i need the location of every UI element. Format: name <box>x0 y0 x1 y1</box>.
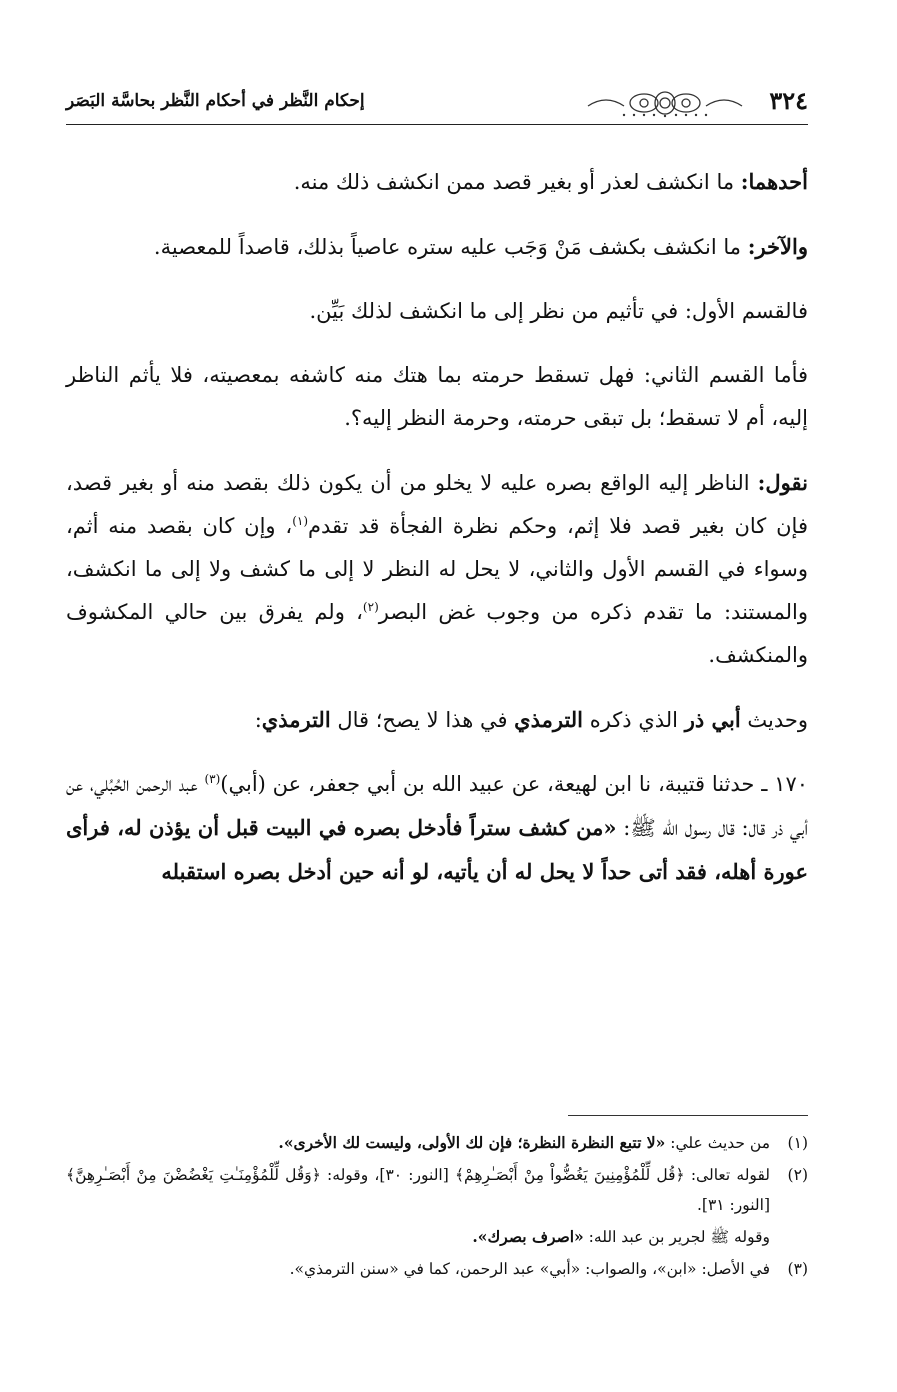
footnote-number: (٣) <box>787 1260 808 1278</box>
footnote-plain: من حديث علي: <box>665 1134 770 1152</box>
footnote-text: لقوله تعالى: ﴿قُل لِّلْمُؤْمِنِينَ يَغُضُّواْ مِنْ أَبْصَـٰرِهِمْ﴾ [النور: ٣٠]، وقوله: ﴿وَقُل لِّلْمُؤْمِنَـٰتِ يَغْضُضْنَ مِنْ أَبْصَـٰرِهِنَّ﴾ [النور: ٣١]. <box>66 1166 771 1214</box>
footnotes <box>66 1128 808 1286</box>
paragraph-text: الناظر إليه الواقع بصره عليه لا يخلو من أن يكون ذلك بقصد منه أو بغير قصد، فإن كان بغير قصد فلا إثم، وحكم نظرة الفجأة قد تقدم <box>66 471 808 538</box>
header-divider <box>66 124 808 125</box>
isnad-text: ١٧٠ ـ حدثنا قتيبة، نا ابن لهيعة، عن عبيد الله بن أبي جعفر، عن (أبي) <box>220 772 809 796</box>
paragraph-answer <box>66 461 808 677</box>
keyword-naqul: نقول: <box>757 470 808 495</box>
paragraph-first-section <box>66 160 808 204</box>
paragraph-text: ما انكشف بكشف مَنْ وَجَب عليه ستره عاصياً بذلك، قاصداً للمعصية. <box>153 235 748 259</box>
keyword-alakhar: والآخر: <box>747 234 808 259</box>
paragraph-text: الذي ذكره <box>583 708 685 732</box>
paragraph-text: ، وإن كان بقصد منه أثم، وسواء في القسم الأول والثاني، لا يحل له النظر لا إلى ما كشف ولا إلى ما انكشف، والمستند: ما تقدم ذكره من وجوب غض البصر <box>66 514 808 624</box>
hadith-text: «من كشف ستراً فأدخل بصره في البيت قبل أن يؤذن له، فرأى عورة أهله، فقد أتى حداً لا يحل له أن يأتيه، لو أنه حين أدخل بصره استقبله <box>66 815 808 884</box>
footnote-number: (٢) <box>787 1166 808 1184</box>
footnote-divider <box>568 1115 808 1116</box>
footnote-quote: «لا تتبع النظرة النظرة؛ فإن لك الأولى، وليست لك الأخرى». <box>278 1133 666 1152</box>
footnote-ref-3[interactable]: (٣) <box>204 772 221 786</box>
paragraph-hadith-170 <box>66 763 808 894</box>
footnote-1 <box>66 1128 808 1158</box>
header-ornament-icon <box>584 88 746 120</box>
paragraph-text: وحديث <box>740 708 808 732</box>
paragraph-text: : <box>254 708 262 732</box>
name-tirmidhi: الترمذي <box>514 707 584 732</box>
paragraph-text: في هذا لا يصح؛ قال <box>330 708 515 732</box>
main-text <box>66 160 808 894</box>
footnote-number: (١) <box>787 1134 808 1152</box>
footnote-plain: وقوله ﷺ لجرير بن عبد الله: <box>583 1228 770 1246</box>
footnote-2 <box>66 1160 808 1220</box>
isnad-text: عبد الرحمن الحُبُلي، عن أبي ذر قال: قال رسول الله ﷺ: <box>66 772 808 840</box>
name-abu-dharr: أبي ذر <box>684 707 741 732</box>
page-number: ٣٢٤ <box>769 86 808 115</box>
footnote-3 <box>66 1254 808 1284</box>
paragraph-hadith-intro <box>66 698 808 742</box>
footnote-2-continuation <box>66 1222 808 1252</box>
name-tirmidhi: الترمذي <box>261 707 331 732</box>
footnote-text <box>66 1128 770 1158</box>
footnote-ref-1[interactable]: (١) <box>292 514 309 528</box>
paragraph-second-section-question: فأما القسم الثاني: فهل تسقط حرمته بما هتك منه كاشفه بمعصيته، فلا يأثم الناظر إليه، أم لا تسقط؛ بل تبقى حرمته، وحرمة النظر إليه؟. <box>66 363 808 430</box>
footnote-quote: «اصرف بصرك». <box>472 1227 584 1246</box>
page-header <box>66 84 808 128</box>
footnote-text: في الأصل: «ابن»، والصواب: «أبي» عبد الرحمن، كما في «سنن الترمذي». <box>289 1260 770 1278</box>
paragraph-text: ، ولم يفرق بين حالي المكشوف والمنكشف. <box>66 600 808 667</box>
running-title: إحكام النَّظر في أحكام النَّظر بحاسَّة البَصَر <box>66 91 365 111</box>
keyword-ahaduhuma: أحدهما: <box>740 169 808 194</box>
paragraph-text: ما انكشف لعذر أو بغير قصد ممن انكشف ذلك منه. <box>293 170 741 194</box>
paragraph-first-section-ruling: فالقسم الأول: في تأثيم من نظر إلى ما انكشف لذلك بَيِّن. <box>309 299 808 323</box>
footnote-ref-2[interactable]: (٢) <box>362 600 379 614</box>
paragraph-second-section <box>66 225 808 269</box>
